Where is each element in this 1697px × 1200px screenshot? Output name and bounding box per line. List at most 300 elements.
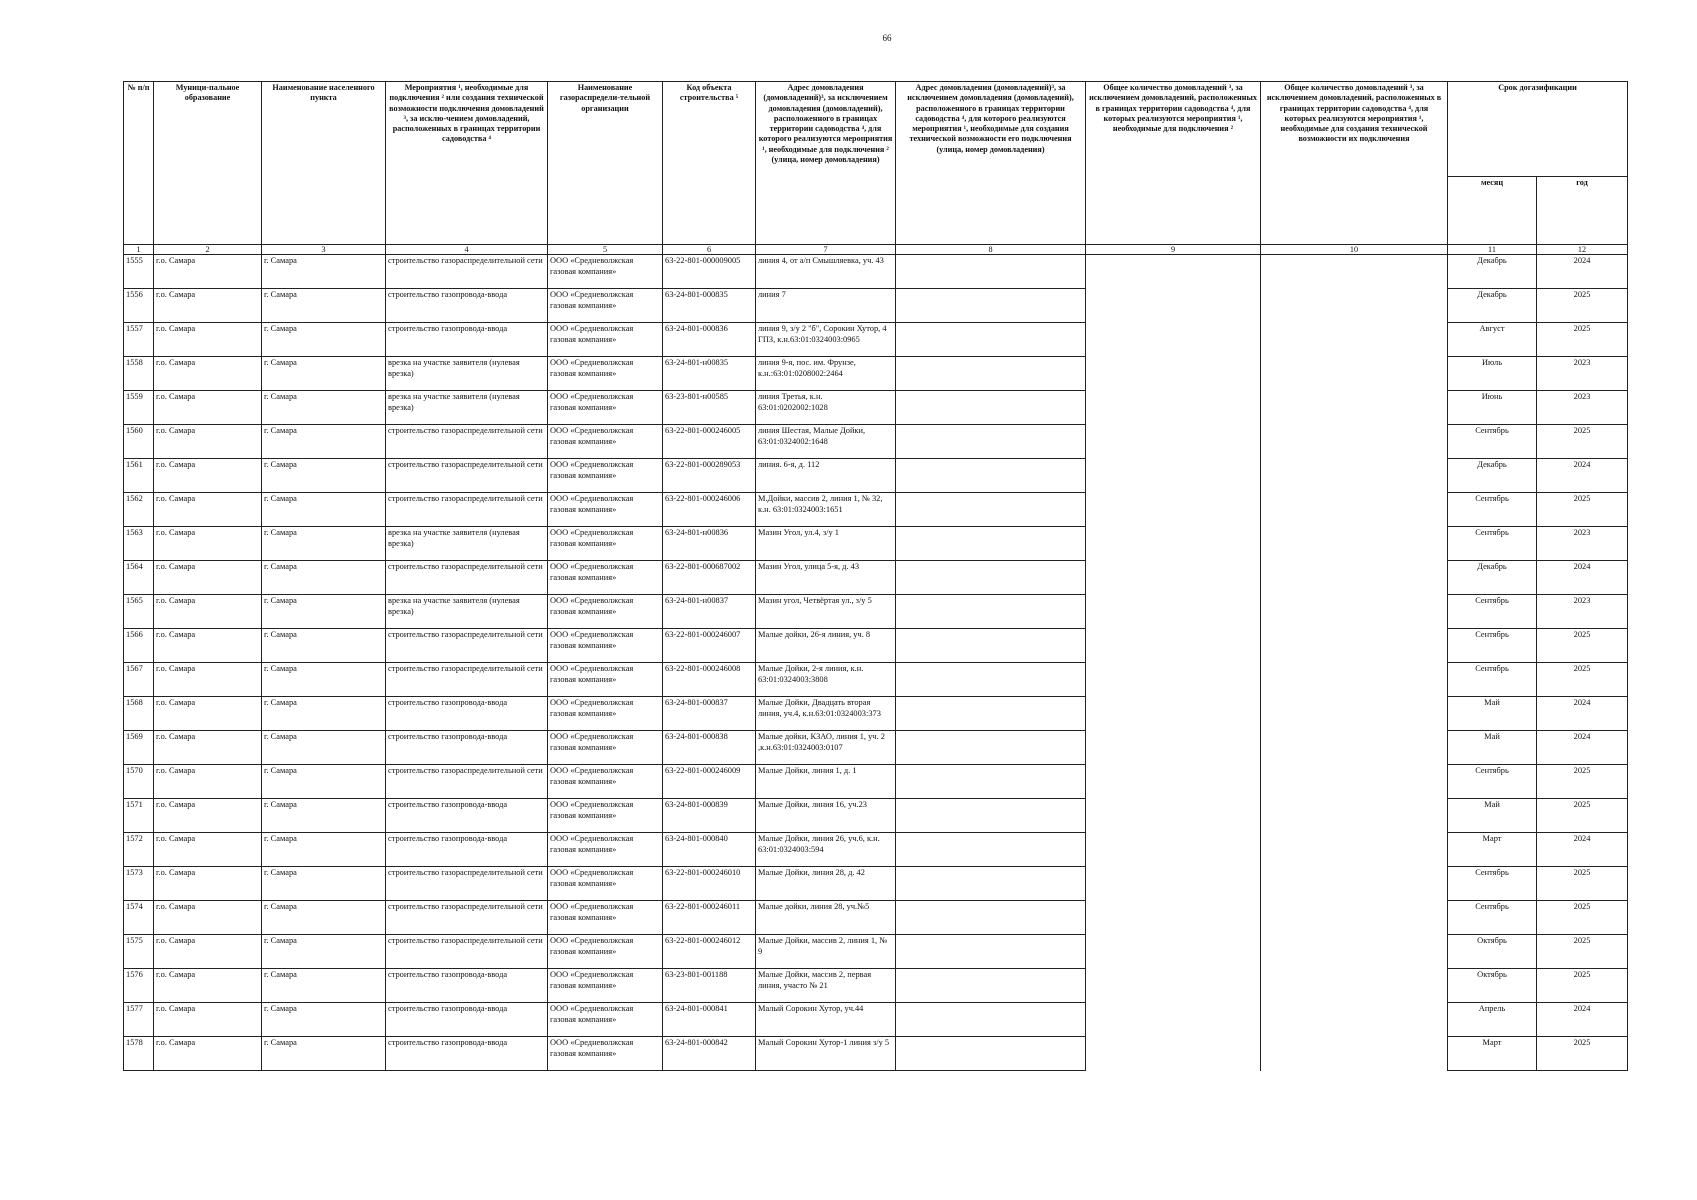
header-number: № п/п <box>124 82 154 245</box>
object-code-cell: 63-24-801-000838 <box>663 731 756 765</box>
column-number: 8 <box>896 245 1086 255</box>
object-code-cell: 63-24-801-000840 <box>663 833 756 867</box>
address-cell: Малые Дойки, 2-я линия, к.н. 63:01:0324003:3808 <box>756 663 896 697</box>
month-cell: Сентябрь <box>1448 663 1537 697</box>
year-cell: 2024 <box>1537 1003 1628 1037</box>
municipality-cell: г.о. Самара <box>154 663 262 697</box>
table-row <box>124 255 1628 289</box>
address-cell: Мазин Угол, улица 5-я, д. 43 <box>756 561 896 595</box>
object-code-cell: 63-22-801-000246008 <box>663 663 756 697</box>
settlement-cell: г. Самара <box>262 663 386 697</box>
year-cell: 2025 <box>1537 663 1628 697</box>
settlement-cell: г. Самара <box>262 357 386 391</box>
count-connection-cell <box>1086 765 1261 799</box>
column-number: 10 <box>1261 245 1448 255</box>
header-organization: Наименование газораспредели-тельной организации <box>548 82 663 245</box>
count-technical-cell <box>1261 357 1448 391</box>
count-connection-cell <box>1086 799 1261 833</box>
row-number: 1556 <box>124 289 154 323</box>
organization-cell: ООО «Средневолжская газовая компания» <box>548 425 663 459</box>
settlement-cell: г. Самара <box>262 697 386 731</box>
month-cell: Октябрь <box>1448 969 1537 1003</box>
address-technical-cell <box>896 357 1086 391</box>
address-technical-cell <box>896 561 1086 595</box>
count-connection-cell <box>1086 1003 1261 1037</box>
object-code-cell: 63-22-801-000289053 <box>663 459 756 493</box>
municipality-cell: г.о. Самара <box>154 425 262 459</box>
event-cell: строительство газопровода-ввода <box>386 731 548 765</box>
count-technical-cell <box>1261 901 1448 935</box>
settlement-cell: г. Самара <box>262 425 386 459</box>
object-code-cell: 63-24-801-н00837 <box>663 595 756 629</box>
table-row <box>124 493 1628 527</box>
row-number: 1568 <box>124 697 154 731</box>
municipality-cell: г.о. Самара <box>154 867 262 901</box>
year-cell: 2025 <box>1537 799 1628 833</box>
event-cell: строительство газораспределительной сети <box>386 765 548 799</box>
column-number: 5 <box>548 245 663 255</box>
table-row <box>124 323 1628 357</box>
header-settlement: Наименование населенного пункта <box>262 82 386 245</box>
count-connection-cell <box>1086 255 1261 289</box>
organization-cell: ООО «Средневолжская газовая компания» <box>548 357 663 391</box>
settlement-cell: г. Самара <box>262 493 386 527</box>
month-cell: Сентябрь <box>1448 867 1537 901</box>
object-code-cell: 63-24-801-000842 <box>663 1037 756 1071</box>
settlement-cell: г. Самара <box>262 867 386 901</box>
event-cell: строительство газопровода-ввода <box>386 697 548 731</box>
organization-cell: ООО «Средневолжская газовая компания» <box>548 391 663 425</box>
municipality-cell: г.о. Самара <box>154 697 262 731</box>
month-cell: Сентябрь <box>1448 901 1537 935</box>
count-connection-cell <box>1086 493 1261 527</box>
table-row <box>124 527 1628 561</box>
address-technical-cell <box>896 867 1086 901</box>
year-cell: 2024 <box>1537 255 1628 289</box>
year-cell: 2025 <box>1537 289 1628 323</box>
table-row <box>124 595 1628 629</box>
event-cell: врезка на участке заявителя (нулевая врезка) <box>386 527 548 561</box>
address-technical-cell <box>896 901 1086 935</box>
table-row <box>124 391 1628 425</box>
table-row <box>124 833 1628 867</box>
address-technical-cell <box>896 493 1086 527</box>
organization-cell: ООО «Средневолжская газовая компания» <box>548 799 663 833</box>
object-code-cell: 63-24-801-000835 <box>663 289 756 323</box>
organization-cell: ООО «Средневолжская газовая компания» <box>548 323 663 357</box>
count-technical-cell <box>1261 799 1448 833</box>
address-technical-cell <box>896 663 1086 697</box>
table-row <box>124 357 1628 391</box>
column-number: 11 <box>1448 245 1537 255</box>
count-connection-cell <box>1086 357 1261 391</box>
year-cell: 2023 <box>1537 391 1628 425</box>
organization-cell: ООО «Средневолжская газовая компания» <box>548 527 663 561</box>
count-technical-cell <box>1261 697 1448 731</box>
page-number: 66 <box>882 33 892 43</box>
row-number: 1555 <box>124 255 154 289</box>
organization-cell: ООО «Средневолжская газовая компания» <box>548 935 663 969</box>
organization-cell: ООО «Средневолжская газовая компания» <box>548 663 663 697</box>
column-number: 1 <box>124 245 154 255</box>
row-number: 1572 <box>124 833 154 867</box>
object-code-cell: 63-22-801-000687002 <box>663 561 756 595</box>
event-cell: строительство газопровода-ввода <box>386 323 548 357</box>
event-cell: строительство газораспределительной сети <box>386 629 548 663</box>
year-cell: 2025 <box>1537 901 1628 935</box>
organization-cell: ООО «Средневолжская газовая компания» <box>548 493 663 527</box>
address-cell: линия. 6-я, д. 112 <box>756 459 896 493</box>
gasification-table <box>123 81 1628 1071</box>
row-number: 1567 <box>124 663 154 697</box>
municipality-cell: г.о. Самара <box>154 323 262 357</box>
column-number-row <box>124 245 1628 255</box>
settlement-cell: г. Самара <box>262 255 386 289</box>
municipality-cell: г.о. Самара <box>154 765 262 799</box>
row-number: 1570 <box>124 765 154 799</box>
address-cell: Мазин угол, Четвёртая ул., з/у 5 <box>756 595 896 629</box>
event-cell: строительство газопровода-ввода <box>386 833 548 867</box>
count-connection-cell <box>1086 969 1261 1003</box>
municipality-cell: г.о. Самара <box>154 833 262 867</box>
address-cell: Малые дойки, линия 28, уч.№5 <box>756 901 896 935</box>
settlement-cell: г. Самара <box>262 561 386 595</box>
month-cell: Июнь <box>1448 391 1537 425</box>
object-code-cell: 63-23-801-н00585 <box>663 391 756 425</box>
event-cell: строительство газораспределительной сети <box>386 867 548 901</box>
organization-cell: ООО «Средневолжская газовая компания» <box>548 697 663 731</box>
address-cell: линия 9, з/у 2 "б", Сорокин Хутор, 4 ГПЗ, к.н.63:01:0324003:0965 <box>756 323 896 357</box>
address-cell: Малые Дойки, линия 28, д. 42 <box>756 867 896 901</box>
row-number: 1560 <box>124 425 154 459</box>
settlement-cell: г. Самара <box>262 289 386 323</box>
count-connection-cell <box>1086 629 1261 663</box>
count-technical-cell <box>1261 629 1448 663</box>
month-cell: Декабрь <box>1448 459 1537 493</box>
event-cell: врезка на участке заявителя (нулевая врезка) <box>386 595 548 629</box>
organization-cell: ООО «Средневолжская газовая компания» <box>548 1037 663 1071</box>
header-municipality: Муници-пальное образование <box>154 82 262 245</box>
header-address-technical: Адрес домовладения (домовладений)³, за исключением домовладения (домовладений), расположенного в границах территории садоводства ⁴, для которого реализуются мероприятия ¹, необходимые для создания технической возможности его подключения (улица, номер домовладения) <box>896 82 1086 245</box>
address-cell: Малые Дойки, Двадцать вторая линия, уч.4, к.н.63:01:0324003:373 <box>756 697 896 731</box>
address-cell: линия 9-я, пос. им. Фрунзе, к.н.:63:01:0208002:2464 <box>756 357 896 391</box>
organization-cell: ООО «Средневолжская газовая компания» <box>548 765 663 799</box>
address-technical-cell <box>896 969 1086 1003</box>
organization-cell: ООО «Средневолжская газовая компания» <box>548 731 663 765</box>
row-number: 1577 <box>124 1003 154 1037</box>
event-cell: строительство газораспределительной сети <box>386 459 548 493</box>
settlement-cell: г. Самара <box>262 595 386 629</box>
address-technical-cell <box>896 595 1086 629</box>
organization-cell: ООО «Средневолжская газовая компания» <box>548 833 663 867</box>
count-technical-cell <box>1261 867 1448 901</box>
settlement-cell: г. Самара <box>262 935 386 969</box>
count-technical-cell <box>1261 391 1448 425</box>
table-row <box>124 935 1628 969</box>
month-cell: Декабрь <box>1448 255 1537 289</box>
count-connection-cell <box>1086 561 1261 595</box>
settlement-cell: г. Самара <box>262 901 386 935</box>
object-code-cell: 63-22-801-000246009 <box>663 765 756 799</box>
year-cell: 2023 <box>1537 357 1628 391</box>
settlement-cell: г. Самара <box>262 527 386 561</box>
column-number: 4 <box>386 245 548 255</box>
header-year: год <box>1537 177 1628 245</box>
municipality-cell: г.о. Самара <box>154 901 262 935</box>
settlement-cell: г. Самара <box>262 391 386 425</box>
count-technical-cell <box>1261 833 1448 867</box>
count-connection-cell <box>1086 731 1261 765</box>
row-number: 1561 <box>124 459 154 493</box>
address-cell: Малые Дойки, массив 2, линия 1, № 9 <box>756 935 896 969</box>
month-cell: Декабрь <box>1448 289 1537 323</box>
address-technical-cell <box>896 1003 1086 1037</box>
column-number: 3 <box>262 245 386 255</box>
month-cell: Декабрь <box>1448 561 1537 595</box>
address-technical-cell <box>896 833 1086 867</box>
organization-cell: ООО «Средневолжская газовая компания» <box>548 255 663 289</box>
table-row <box>124 425 1628 459</box>
row-number: 1557 <box>124 323 154 357</box>
object-code-cell: 63-23-801-001188 <box>663 969 756 1003</box>
municipality-cell: г.о. Самара <box>154 629 262 663</box>
count-connection-cell <box>1086 323 1261 357</box>
row-number: 1574 <box>124 901 154 935</box>
table-row <box>124 731 1628 765</box>
organization-cell: ООО «Средневолжская газовая компания» <box>548 629 663 663</box>
settlement-cell: г. Самара <box>262 629 386 663</box>
row-number: 1576 <box>124 969 154 1003</box>
table-row <box>124 1037 1628 1071</box>
year-cell: 2025 <box>1537 765 1628 799</box>
year-cell: 2023 <box>1537 527 1628 561</box>
count-connection-cell <box>1086 901 1261 935</box>
row-number: 1563 <box>124 527 154 561</box>
object-code-cell: 63-22-801-000246012 <box>663 935 756 969</box>
settlement-cell: г. Самара <box>262 459 386 493</box>
count-connection-cell <box>1086 289 1261 323</box>
month-cell: Апрель <box>1448 1003 1537 1037</box>
count-technical-cell <box>1261 1003 1448 1037</box>
address-technical-cell <box>896 391 1086 425</box>
count-connection-cell <box>1086 1037 1261 1071</box>
event-cell: строительство газораспределительной сети <box>386 425 548 459</box>
table-row <box>124 1003 1628 1037</box>
object-code-cell: 63-22-801-000246011 <box>663 901 756 935</box>
municipality-cell: г.о. Самара <box>154 595 262 629</box>
address-cell: Малые Дойки, линия 26, уч.6, к.н. 63:01:0324003:594 <box>756 833 896 867</box>
object-code-cell: 63-22-801-000246007 <box>663 629 756 663</box>
address-cell: линия 7 <box>756 289 896 323</box>
table-row <box>124 289 1628 323</box>
address-technical-cell <box>896 425 1086 459</box>
count-connection-cell <box>1086 935 1261 969</box>
address-technical-cell <box>896 1037 1086 1071</box>
row-number: 1575 <box>124 935 154 969</box>
table-row <box>124 799 1628 833</box>
table-body <box>124 255 1628 1071</box>
row-number: 1573 <box>124 867 154 901</box>
count-technical-cell <box>1261 663 1448 697</box>
address-cell: линия Третья, к.н. 63:01:0202002:1028 <box>756 391 896 425</box>
object-code-cell: 63-22-801-000246005 <box>663 425 756 459</box>
month-cell: Март <box>1448 833 1537 867</box>
header-month: месяц <box>1448 177 1537 245</box>
event-cell: строительство газораспределительной сети <box>386 493 548 527</box>
month-cell: Июль <box>1448 357 1537 391</box>
settlement-cell: г. Самара <box>262 1037 386 1071</box>
organization-cell: ООО «Средневолжская газовая компания» <box>548 561 663 595</box>
address-cell: Малые дойки, 26-я линия, уч. 8 <box>756 629 896 663</box>
header-count-connection: Общее количество домовладений ³, за исключением домовладений, расположенных в границах территории садоводства ⁴, для которых реализуются мероприятия ¹, необходимые для подключения ² <box>1086 82 1261 245</box>
year-cell: 2023 <box>1537 595 1628 629</box>
column-number: 12 <box>1537 245 1628 255</box>
address-technical-cell <box>896 697 1086 731</box>
settlement-cell: г. Самара <box>262 969 386 1003</box>
address-cell: М.Дойки, массив 2, линия 1, № 32, к.н. 63:01:0324003:1651 <box>756 493 896 527</box>
year-cell: 2024 <box>1537 459 1628 493</box>
count-connection-cell <box>1086 663 1261 697</box>
address-technical-cell <box>896 935 1086 969</box>
month-cell: Март <box>1448 1037 1537 1071</box>
header-address-connection: Адрес домовладения (домовладений)³, за исключением домовладения (домовладений), расположенного в границах территории садоводства ⁴, для которого реализуются мероприятия ¹, необходимые для подключения ² (улица, номер домовладения) <box>756 82 896 245</box>
count-connection-cell <box>1086 459 1261 493</box>
row-number: 1559 <box>124 391 154 425</box>
settlement-cell: г. Самара <box>262 731 386 765</box>
year-cell: 2025 <box>1537 867 1628 901</box>
object-code-cell: 63-22-801-000246006 <box>663 493 756 527</box>
count-connection-cell <box>1086 595 1261 629</box>
municipality-cell: г.о. Самара <box>154 935 262 969</box>
settlement-cell: г. Самара <box>262 799 386 833</box>
organization-cell: ООО «Средневолжская газовая компания» <box>548 1003 663 1037</box>
object-code-cell: 63-24-801-000841 <box>663 1003 756 1037</box>
event-cell: строительство газопровода-ввода <box>386 1003 548 1037</box>
table-row <box>124 765 1628 799</box>
month-cell: Сентябрь <box>1448 595 1537 629</box>
event-cell: строительство газораспределительной сети <box>386 901 548 935</box>
organization-cell: ООО «Средневолжская газовая компания» <box>548 901 663 935</box>
address-technical-cell <box>896 527 1086 561</box>
year-cell: 2025 <box>1537 629 1628 663</box>
year-cell: 2025 <box>1537 969 1628 1003</box>
event-cell: строительство газопровода-ввода <box>386 289 548 323</box>
address-technical-cell <box>896 289 1086 323</box>
address-cell: Малые дойки, КЗАО, линия 1, уч. 2 ,к.н.63:01:0324003:0107 <box>756 731 896 765</box>
event-cell: строительство газопровода-ввода <box>386 1037 548 1071</box>
count-technical-cell <box>1261 493 1448 527</box>
header-events: Мероприятия ¹, необходимые для подключения ² или создания технической возможности подключения домовладений ³, за исклю-чением домовладений, расположенных в границах территории садоводства ⁴ <box>386 82 548 245</box>
address-cell: Малые Дойки, массив 2, первая линия, участо № 21 <box>756 969 896 1003</box>
count-technical-cell <box>1261 323 1448 357</box>
row-number: 1565 <box>124 595 154 629</box>
address-technical-cell <box>896 799 1086 833</box>
count-technical-cell <box>1261 935 1448 969</box>
address-cell: Малый Сорокин Хутор, уч.44 <box>756 1003 896 1037</box>
event-cell: врезка на участке заявителя (нулевая врезка) <box>386 391 548 425</box>
count-technical-cell <box>1261 765 1448 799</box>
count-technical-cell <box>1261 425 1448 459</box>
table-row <box>124 867 1628 901</box>
year-cell: 2024 <box>1537 833 1628 867</box>
row-number: 1558 <box>124 357 154 391</box>
month-cell: Сентябрь <box>1448 493 1537 527</box>
count-technical-cell <box>1261 731 1448 765</box>
row-number: 1566 <box>124 629 154 663</box>
municipality-cell: г.о. Самара <box>154 799 262 833</box>
table-row <box>124 459 1628 493</box>
municipality-cell: г.о. Самара <box>154 1003 262 1037</box>
settlement-cell: г. Самара <box>262 1003 386 1037</box>
table-row <box>124 969 1628 1003</box>
object-code-cell: 63-24-801-000839 <box>663 799 756 833</box>
count-connection-cell <box>1086 425 1261 459</box>
address-technical-cell <box>896 629 1086 663</box>
year-cell: 2025 <box>1537 935 1628 969</box>
address-cell: линия Шестая, Малые Дойки, 63:01:0324002:1648 <box>756 425 896 459</box>
month-cell: Май <box>1448 731 1537 765</box>
table-row <box>124 663 1628 697</box>
address-technical-cell <box>896 323 1086 357</box>
organization-cell: ООО «Средневолжская газовая компания» <box>548 459 663 493</box>
year-cell: 2024 <box>1537 697 1628 731</box>
municipality-cell: г.о. Самара <box>154 357 262 391</box>
event-cell: строительство газораспределительной сети <box>386 255 548 289</box>
settlement-cell: г. Самара <box>262 833 386 867</box>
count-technical-cell <box>1261 255 1448 289</box>
table-row <box>124 901 1628 935</box>
municipality-cell: г.о. Самара <box>154 459 262 493</box>
month-cell: Сентябрь <box>1448 629 1537 663</box>
municipality-cell: г.о. Самара <box>154 493 262 527</box>
event-cell: строительство газораспределительной сети <box>386 935 548 969</box>
address-cell: Мазин Угол, ул.4, з/у 1 <box>756 527 896 561</box>
municipality-cell: г.о. Самара <box>154 969 262 1003</box>
count-connection-cell <box>1086 697 1261 731</box>
organization-cell: ООО «Средневолжская газовая компания» <box>548 595 663 629</box>
count-technical-cell <box>1261 595 1448 629</box>
event-cell: строительство газораспределительной сети <box>386 561 548 595</box>
count-technical-cell <box>1261 1037 1448 1071</box>
year-cell: 2025 <box>1537 323 1628 357</box>
event-cell: врезка на участке заявителя (нулевая врезка) <box>386 357 548 391</box>
count-connection-cell <box>1086 833 1261 867</box>
count-connection-cell <box>1086 391 1261 425</box>
month-cell: Сентябрь <box>1448 527 1537 561</box>
header-object-code: Код объекта строительства ⁵ <box>663 82 756 245</box>
count-technical-cell <box>1261 289 1448 323</box>
row-number: 1569 <box>124 731 154 765</box>
municipality-cell: г.о. Самара <box>154 289 262 323</box>
object-code-cell: 63-22-801-000246010 <box>663 867 756 901</box>
address-technical-cell <box>896 255 1086 289</box>
column-number: 7 <box>756 245 896 255</box>
year-cell: 2025 <box>1537 493 1628 527</box>
count-technical-cell <box>1261 459 1448 493</box>
month-cell: Сентябрь <box>1448 765 1537 799</box>
year-cell: 2024 <box>1537 561 1628 595</box>
count-technical-cell <box>1261 527 1448 561</box>
address-cell: Малые Дойки, линия 16, уч.23 <box>756 799 896 833</box>
address-cell: Малые Дойки, линия 1, д. 1 <box>756 765 896 799</box>
month-cell: Октябрь <box>1448 935 1537 969</box>
municipality-cell: г.о. Самара <box>154 561 262 595</box>
table-row <box>124 561 1628 595</box>
organization-cell: ООО «Средневолжская газовая компания» <box>548 867 663 901</box>
municipality-cell: г.о. Самара <box>154 255 262 289</box>
settlement-cell: г. Самара <box>262 323 386 357</box>
object-code-cell: 63-22-801-000009005 <box>663 255 756 289</box>
